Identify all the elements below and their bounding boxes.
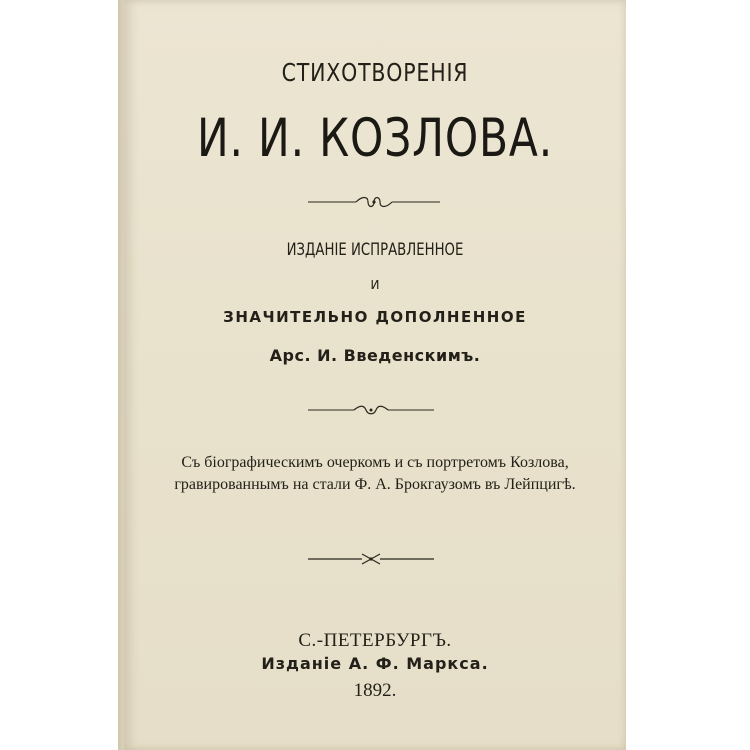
ornament-divider-3-icon	[308, 553, 434, 565]
edition-line-1: ИЗДАНІЕ ИСПРАВЛЕННОЕ	[286, 240, 464, 260]
title-line-1: СТИХОТВОРЕНІЯ	[281, 58, 469, 87]
publication-city: С.-ПЕТЕРБУРГЪ.	[298, 630, 452, 651]
edition-conjunction: И	[370, 278, 380, 292]
biography-note-line-2: гравированнымъ на стали Ф. А. Брокгаузомъ въ Лейпцигѣ.	[174, 476, 576, 493]
biography-note-line-1: Съ біографическимъ очеркомъ и съ портретомъ Козлова,	[181, 454, 569, 471]
author-title: И. И. КОЗЛОВА.	[196, 108, 554, 169]
ornament-divider-1-icon	[308, 196, 440, 208]
publication-year: 1892.	[353, 680, 397, 701]
title-page	[124, 0, 626, 750]
ornament-divider-2-icon	[308, 404, 434, 416]
editor-credit: Арс. И. Введенскимъ.	[269, 346, 481, 365]
publisher: Изданіе А. Ф. Маркса.	[261, 654, 489, 673]
edition-line-2: ЗНАЧИТЕЛЬНО ДОПОЛНЕННОЕ	[223, 308, 527, 326]
